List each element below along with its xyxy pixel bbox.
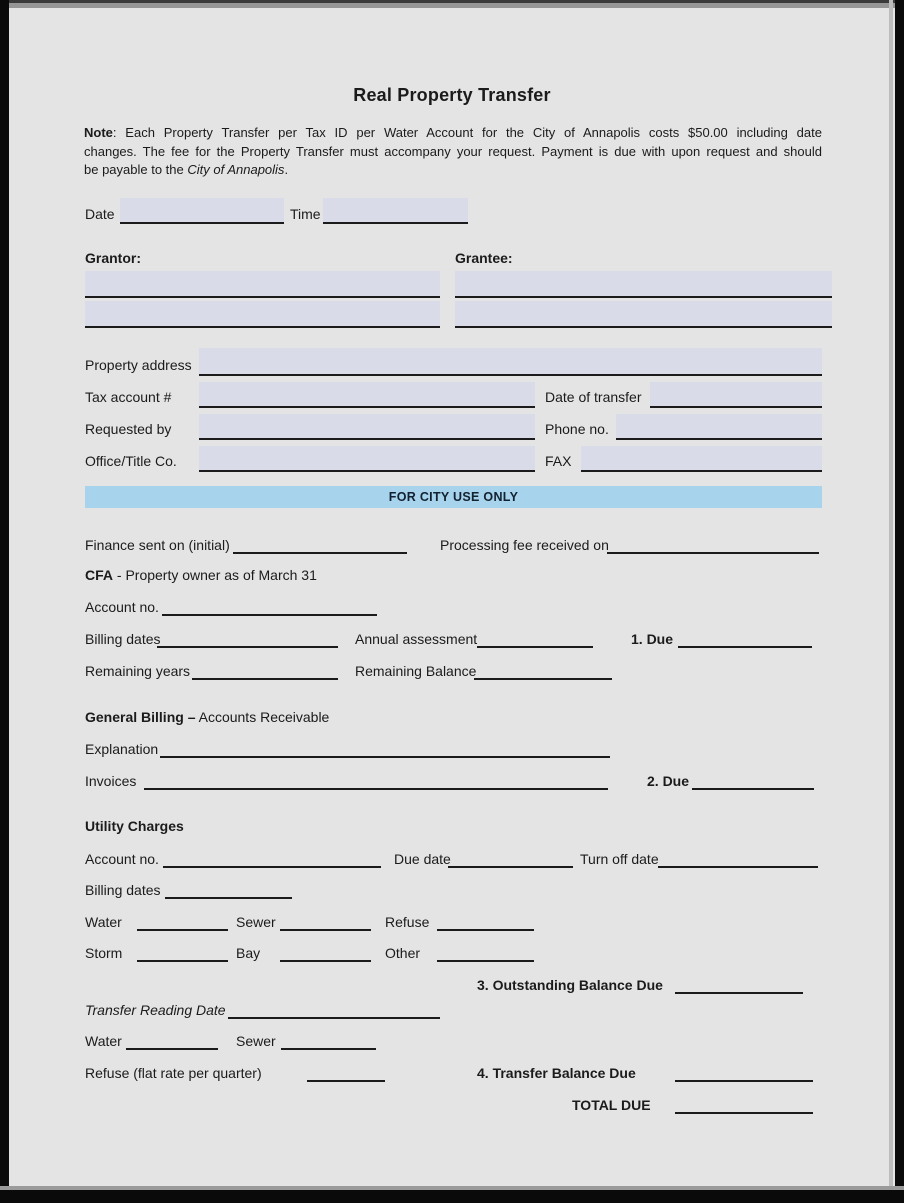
- outstanding-balance-line: [675, 976, 803, 994]
- grantor-name-field-1[interactable]: [85, 271, 440, 298]
- date-field[interactable]: [120, 198, 284, 224]
- scan-edge-right: [895, 0, 904, 1203]
- time-field[interactable]: [323, 198, 468, 224]
- water-line: [137, 913, 228, 931]
- bay-label: Bay: [236, 945, 261, 961]
- due-2-line: [692, 772, 814, 790]
- processing-fee-line: [607, 536, 819, 554]
- office-title-field[interactable]: [199, 446, 535, 472]
- property-address-field[interactable]: [199, 348, 822, 376]
- utility-account-no-label: Account no.: [85, 851, 159, 867]
- phone-label: Phone no.: [545, 421, 609, 437]
- billing-dates-label: Billing dates: [85, 631, 161, 647]
- sewer-label: Sewer: [236, 914, 276, 930]
- due-2-label: 2. Due: [647, 773, 690, 789]
- city-use-banner: FOR CITY USE ONLY: [85, 486, 822, 508]
- refuse-flat-label: Refuse (flat rate per quarter): [85, 1065, 262, 1081]
- due-4-label: 4. Transfer Balance Due: [477, 1065, 636, 1081]
- total-due-line: [675, 1096, 813, 1114]
- billing-dates-line: [157, 630, 338, 648]
- cfa-heading: CFA - Property owner as of March 31: [85, 567, 317, 583]
- scan-edge-top-shadow: [0, 3, 904, 8]
- transfer-balance-line: [675, 1064, 813, 1082]
- grantee-label: Grantee:: [455, 250, 513, 266]
- transfer-reading-label: Transfer Reading Date: [85, 1002, 226, 1018]
- reading-sewer-line: [281, 1032, 376, 1050]
- date-of-transfer-label: Date of transfer: [545, 389, 642, 405]
- annual-assessment-line: [477, 630, 593, 648]
- tax-account-label: Tax account #: [85, 389, 172, 405]
- date-label: Date: [85, 206, 115, 222]
- turn-off-date-line: [658, 850, 818, 868]
- scan-edge-left: [0, 0, 9, 1203]
- due-date-label: Due date: [394, 851, 451, 867]
- invoices-label: Invoices: [85, 773, 137, 789]
- refuse-line: [437, 913, 534, 931]
- grantee-name-field-2[interactable]: [455, 301, 832, 328]
- storm-line: [137, 944, 228, 962]
- other-line: [437, 944, 534, 962]
- due-date-line: [448, 850, 573, 868]
- scan-edge-right-shadow: [889, 0, 893, 1203]
- fax-field[interactable]: [581, 446, 822, 472]
- reading-sewer-label: Sewer: [236, 1033, 276, 1049]
- cfa-account-no-line: [162, 598, 377, 616]
- storm-label: Storm: [85, 945, 123, 961]
- remaining-years-label: Remaining years: [85, 663, 191, 679]
- due-3-label: 3. Outstanding Balance Due: [477, 977, 663, 993]
- water-label: Water: [85, 914, 122, 930]
- general-billing-heading: General Billing – Accounts Receivable: [85, 709, 330, 725]
- total-due-label: TOTAL DUE: [572, 1097, 651, 1113]
- remaining-balance-line: [474, 662, 612, 680]
- note-line-1: Note: Each Property Transfer per Tax ID per Water Account for the City of Annapolis costs $50.00 including date: [84, 125, 822, 140]
- sewer-line: [280, 913, 371, 931]
- utility-billing-dates-line: [165, 881, 292, 899]
- fax-label: FAX: [545, 453, 572, 469]
- form-title: Real Property Transfer: [353, 85, 551, 105]
- explanation-label: Explanation: [85, 741, 159, 757]
- note-line-2: changes. The fee for the Property Transfer must accompany your request. Payment is due with upon request and should: [84, 143, 822, 159]
- finance-sent-label: Finance sent on (initial): [85, 537, 230, 553]
- utility-billing-dates-label: Billing dates: [85, 882, 161, 898]
- grantor-name-field-2[interactable]: [85, 301, 440, 328]
- reading-water-label: Water: [85, 1033, 122, 1049]
- utility-charges-heading: Utility Charges: [85, 818, 184, 834]
- due-1-line: [678, 630, 812, 648]
- other-label: Other: [385, 945, 421, 961]
- refuse-flat-line: [307, 1064, 385, 1082]
- grantor-label: Grantor:: [85, 250, 141, 266]
- transfer-reading-date-line: [228, 1001, 440, 1019]
- explanation-line: [160, 740, 610, 758]
- remaining-years-line: [192, 662, 338, 680]
- note-paragraph: [84, 124, 822, 180]
- cfa-account-no-label: Account no.: [85, 599, 159, 615]
- remaining-balance-label: Remaining Balance: [355, 663, 477, 679]
- grantee-name-field-1[interactable]: [455, 271, 832, 298]
- invoices-line: [144, 772, 608, 790]
- scan-edge-bottom: [0, 1190, 904, 1203]
- finance-sent-line: [233, 536, 407, 554]
- note-line-3: be payable to the City of Annapolis.: [84, 162, 289, 177]
- time-label: Time: [290, 206, 321, 222]
- due-1-label: 1. Due: [631, 631, 674, 647]
- bay-line: [280, 944, 371, 962]
- property-address-label: Property address: [85, 357, 192, 373]
- reading-water-line: [126, 1032, 218, 1050]
- refuse-label: Refuse: [385, 914, 430, 930]
- date-of-transfer-field[interactable]: [650, 382, 822, 408]
- requested-by-field[interactable]: [199, 414, 535, 440]
- utility-account-no-line: [163, 850, 381, 868]
- processing-fee-label: Processing fee received on: [440, 537, 609, 553]
- office-title-label: Office/Title Co.: [85, 453, 177, 469]
- phone-field[interactable]: [616, 414, 822, 440]
- requested-by-label: Requested by: [85, 421, 172, 437]
- tax-account-field[interactable]: [199, 382, 535, 408]
- turn-off-date-label: Turn off date: [580, 851, 659, 867]
- annual-assessment-label: Annual assessment: [355, 631, 478, 647]
